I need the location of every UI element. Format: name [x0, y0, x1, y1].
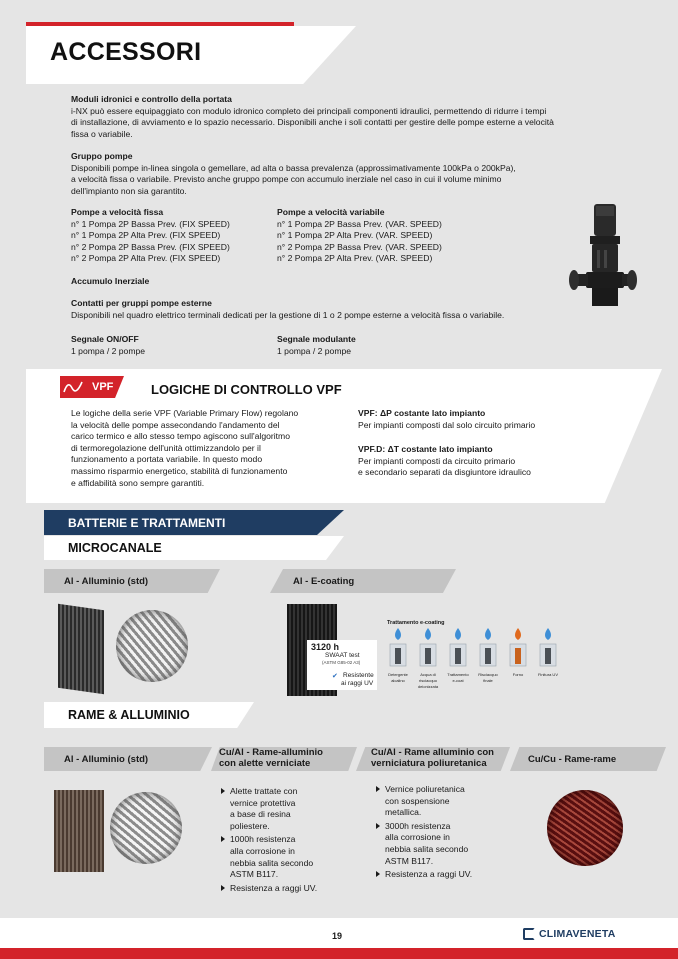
moduli-section — [71, 94, 631, 140]
modulante-section — [277, 334, 356, 357]
micro-band-ecoat-label: Al - E-coating — [293, 576, 355, 587]
cual-pu-bullets — [376, 784, 506, 883]
swaat-hours: 3120 h — [311, 642, 340, 652]
gruppo-line: a velocità fissa o variabile. Previsto anche gruppo pompe con accumulo inerziale nel caso in cui il volume minimo — [71, 174, 502, 185]
ecoat-coil — [545, 648, 551, 664]
fixed-item: n° 1 Pompa 2P Alta Prev. (FIX SPEED) — [71, 230, 221, 241]
vpf-wave-icon — [62, 378, 88, 396]
moduli-line: fissa o variabile. — [71, 128, 133, 139]
ecoat-step-label: alcalino — [391, 678, 405, 683]
contatti-title: Contatti per gruppi pompe esterne — [71, 298, 212, 308]
batterie-title: BATTERIE E TRATTAMENTI — [68, 516, 226, 530]
onoff-text: 1 pompa / 2 pompe — [71, 345, 146, 356]
vpf-badge-label: VPF — [92, 381, 114, 393]
top-accent-bar — [26, 22, 294, 26]
ecoat-drop-icon — [545, 628, 551, 640]
microchannel-detail-image — [116, 610, 188, 682]
fixed-speed-list — [71, 207, 271, 265]
ecoat-step-label: Risciacquo — [478, 672, 498, 677]
vpf-title: LOGICHE DI CONTROLLO VPF — [151, 382, 342, 397]
swaat-standard: (ASTM G85-02 A3) — [322, 660, 361, 665]
variable-item: n° 2 Pompa 2P Alta Prev. (VAR. SPEED) — [277, 253, 433, 264]
ecoat-step-label: Trattamento — [447, 672, 469, 677]
ecoat-step-label: Finitura UV — [537, 672, 559, 677]
ecoat-drop-icon — [425, 628, 431, 640]
moduli-title: Moduli idronici e controllo della portata — [71, 94, 232, 104]
brand-logo-text: CLIMAVENETA — [539, 928, 616, 940]
vpf-line: carico termico e allo stesso tempo agiscono sull'algoritmo — [71, 431, 290, 442]
modulante-title: Segnale modulante — [277, 334, 356, 344]
vpf-dt-title: VPF.D: ΔT costante lato impianto — [358, 444, 493, 454]
ecoat-step-label: deionizzata — [417, 684, 439, 689]
onoff-section — [71, 334, 145, 357]
accumulo-title: Accumulo Inerziale — [71, 276, 150, 286]
vpf-dp-text: Per impianti composti dal solo circuito primario — [358, 419, 536, 430]
fixed-item: n° 1 Pompa 2P Bassa Prev. (FIX SPEED) — [71, 218, 230, 229]
ecoat-step — [388, 628, 409, 683]
gruppo-line: dell'impianto non sia garantito. — [71, 185, 187, 196]
rame-band-al-label: Al - Alluminio (std) — [64, 754, 149, 765]
ecoat-drop-icon — [515, 628, 521, 640]
ecoat-step — [447, 628, 469, 683]
vpf-dp-title: VPF: ΔP costante lato impianto — [358, 408, 486, 418]
ecoat-step-label: finale — [483, 678, 493, 683]
ecoat-step-label: Detergente — [388, 672, 408, 677]
rame-title: RAME & ALLUMINIO — [68, 708, 190, 722]
variable-item: n° 1 Pompa 2P Bassa Prev. (VAR. SPEED) — [277, 218, 442, 229]
ecoat-coil — [425, 648, 431, 664]
vpf-line: e affidabilità sono sempre garantiti. — [71, 477, 205, 488]
contatti-text: Disponibili nel quadro elettrico terminali dedicati per la gestione di 1 o 2 pompe esterne a velocità fissa o variabile. — [71, 309, 505, 320]
vpf-dp — [358, 408, 618, 431]
contatti-section — [71, 298, 611, 321]
vpf-line: di termoregolazione dell'unità ottimizzandolo per il — [71, 442, 261, 453]
cual-painted-bullets — [221, 786, 351, 896]
vpf-dt-line: e secondario separati da disgiuntore idraulico — [358, 467, 531, 478]
ecoat-coil — [515, 648, 521, 664]
ecoat-step-label: e-coat — [452, 678, 464, 683]
bullet-item: 3000h resistenza alla corrosione in nebbia salita secondo ASTM B117. — [376, 821, 506, 867]
vpf-line: funzionamento a portata variabile. In questo modo — [71, 454, 263, 465]
variable-title: Pompe a velocità variabile — [277, 207, 385, 217]
bullet-item: Alette trattate con vernice protettiva a base di resina poliestere. — [221, 786, 351, 832]
fixed-item: n° 2 Pompa 2P Alta Prev. (FIX SPEED) — [71, 253, 221, 264]
microcanale-title: MICROCANALE — [68, 541, 162, 555]
ecoat-step — [418, 628, 439, 689]
vpf-line: la velocità delle pompe assecondando l'andamento del — [71, 419, 280, 430]
rame-band-cucu-label: Cu/Cu - Rame-rame — [528, 754, 617, 765]
fixed-item: n° 2 Pompa 2P Bassa Prev. (FIX SPEED) — [71, 241, 230, 252]
ecoat-step — [510, 628, 526, 677]
page-number: 19 — [332, 931, 343, 941]
fixed-title: Pompe a velocità fissa — [71, 207, 164, 217]
uv-check-icon: ✔ — [332, 673, 338, 680]
moduli-line: di installazione, di avviamento e lo spazio necessario. Disponibili anche i soli contatti per gestire delle pompe esterne a velocità — [71, 117, 554, 128]
rame-band-cual-painted-label: Cu/Al - Rame-alluminio con alette verniciate — [219, 747, 323, 769]
micro-band-al-label: Al - Alluminio (std) — [64, 576, 149, 587]
cucu-detail-image — [547, 790, 623, 866]
gruppo-title: Gruppo pompe — [71, 151, 133, 161]
uv-line: Resistente — [343, 672, 374, 679]
gruppo-line: Disponibili pompe in-linea singola o gemellare, ad alta o bassa prevalenza (approssimativamente 100kPa o 200kPa), — [71, 162, 516, 173]
variable-item: n° 1 Pompa 2P Alta Prev. (VAR. SPEED) — [277, 230, 433, 241]
rame-band-cual-pu-label: Cu/Al - Rame alluminio con verniciatura poliuretanica — [371, 747, 494, 769]
vpf-dt — [358, 444, 618, 479]
vpf-dt-line: Per impianti composti da circuito primario — [358, 455, 516, 466]
rame-detail-image — [110, 792, 182, 864]
microchannel-panel-image — [58, 604, 104, 694]
gruppo-section — [71, 151, 591, 197]
vpf-line: Le logiche della serie VPF (Variable Primary Flow) regolano — [71, 408, 299, 418]
ecoat-coil — [455, 648, 461, 664]
bullet-item: Vernice poliuretanica con sospensione metallica. — [376, 784, 506, 819]
modulante-text: 1 pompa / 2 pompe — [277, 345, 352, 356]
ecoat-step — [538, 628, 558, 677]
uv-line: ai raggi UV — [341, 680, 374, 687]
ecoat-process-diagram — [380, 626, 570, 704]
bullet-item: Resistenza a raggi UV. — [376, 869, 506, 881]
ecoat-process-title: Trattamento e-coating — [387, 620, 445, 626]
ecoat-drop-icon — [485, 628, 491, 640]
ecoat-step — [478, 628, 498, 683]
bullet-item: 1000h resistenza alla corrosione in nebbia salita secondo ASTM B117. — [221, 834, 351, 880]
ecoat-drop-icon — [395, 628, 401, 640]
moduli-line: i-NX può essere equipaggiato con modulo idronico completo dei principali componenti idraulici, permettendo di ridurre i tempi — [71, 105, 547, 116]
ecoat-coil — [395, 648, 401, 664]
ecoat-step-label: Acqua di — [420, 672, 436, 677]
pump-image — [566, 200, 638, 312]
onoff-title: Segnale ON/OFF — [71, 334, 139, 344]
rame-panel-image — [54, 790, 104, 872]
variable-speed-list — [277, 207, 477, 265]
swaat-label: SWAAT test — [325, 652, 360, 659]
ecoat-drop-icon — [455, 628, 461, 640]
ecoat-step-label: risciacquo — [418, 678, 438, 683]
ecoat-coil — [485, 648, 491, 664]
variable-item: n° 2 Pompa 2P Bassa Prev. (VAR. SPEED) — [277, 241, 442, 252]
brand-logo-icon — [523, 928, 535, 940]
vpf-description — [71, 408, 341, 489]
vpf-line: massimo risparmio energetico, stabilità di funzionamento — [71, 465, 288, 476]
footer-red-bar — [0, 948, 678, 959]
ecoat-step-label: Forno — [512, 672, 524, 677]
bullet-item: Resistenza a raggi UV. — [221, 883, 351, 895]
page-title: ACCESSORI — [50, 38, 202, 66]
